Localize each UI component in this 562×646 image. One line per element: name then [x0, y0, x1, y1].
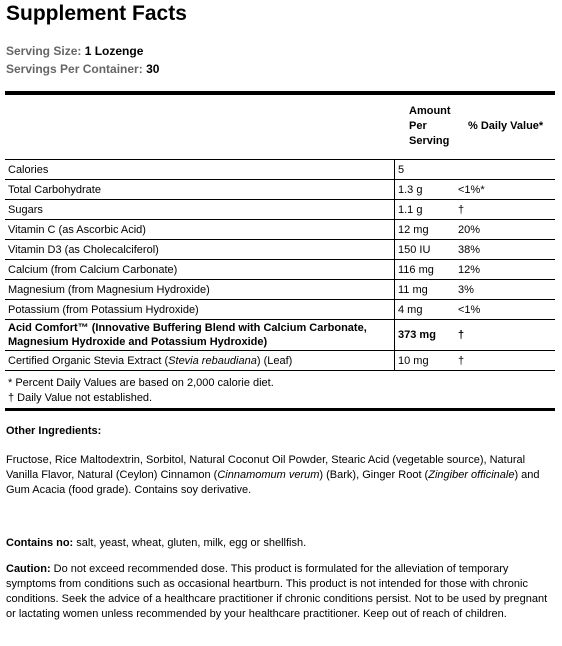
footnote-percent: * Percent Daily Values are based on 2,000 calorie diet.: [8, 377, 274, 389]
stevia-daily-value: †: [455, 351, 555, 371]
ingredients-part3: ) and Gum Acacia (food grade). Contains soy derivative.: [6, 469, 540, 496]
nutrient-daily-value: †: [455, 200, 555, 220]
table-row: [5, 200, 555, 220]
table-row: [5, 280, 555, 300]
bottom-rule: [5, 408, 555, 411]
caution-text: Do not exceed recommended dose. This product is formulated for the alleviation of temporary symptoms from conditions such as occasional heartburn. This product is not intended for those with chronic conditions. Seek the advice of a healthcare practitioner if chronic conditions persist. Not to be used by pregnant or lactating women unless recommended by your healthcare practitioner. Keep out of reach of children.: [6, 563, 548, 620]
other-ingredients-heading: [6, 424, 558, 439]
table-row: [5, 260, 555, 280]
nutrient-name: Calcium (from Calcium Carbonate): [5, 260, 395, 280]
nutrient-name: Vitamin D3 (as Cholecalciferol): [5, 240, 395, 260]
facts-table: [5, 159, 555, 371]
amount-header: [409, 104, 451, 149]
nutrient-amount: 5: [395, 160, 456, 180]
page-title: Supplement Facts: [6, 2, 187, 25]
nutrient-daily-value: 12%: [455, 260, 555, 280]
nutrient-daily-value: <1%: [455, 300, 555, 320]
daily-value-header: % Daily Value*: [468, 120, 544, 132]
serving-size-value: 1 Lozenge: [84, 44, 144, 58]
nutrient-daily-value: <1%*: [455, 180, 555, 200]
other-ingredients-text: [6, 453, 558, 498]
nutrient-name: Total Carbohydrate: [5, 180, 395, 200]
ingredients-italic1: Cinnamomum verum: [217, 469, 320, 481]
contains-text: salt, yeast, wheat, gluten, milk, egg or shellfish.: [73, 537, 307, 549]
ingredients-italic2: Zingiber officinale: [428, 469, 515, 481]
nutrient-name: Calories: [5, 160, 395, 180]
nutrient-amount: 12 mg: [395, 220, 456, 240]
caution: [6, 562, 558, 622]
table-row-blend: [5, 320, 555, 351]
servings-per-container: [6, 62, 159, 76]
stevia-amount: 10 mg: [395, 351, 456, 371]
table-row: [5, 180, 555, 200]
table-row-stevia: [5, 351, 555, 371]
caution-label: Caution:: [6, 563, 51, 575]
servings-value: 30: [146, 62, 160, 76]
nutrient-daily-value: 20%: [455, 220, 555, 240]
nutrient-name: Potassium (from Potassium Hydroxide): [5, 300, 395, 320]
stevia-name-part1: Certified Organic Stevia Extract (: [8, 354, 169, 367]
table-row: [5, 160, 555, 180]
nutrient-amount: 11 mg: [395, 280, 456, 300]
stevia-name-part3: ) (Leaf): [256, 354, 293, 367]
table-row: [5, 240, 555, 260]
nutrient-daily-value: [455, 160, 555, 180]
nutrient-amount: 150 IU: [395, 240, 456, 260]
contains-no: [6, 536, 558, 551]
blend-name: [5, 320, 395, 351]
nutrient-name: Magnesium (from Magnesium Hydroxide): [5, 280, 395, 300]
serving-size: [6, 44, 143, 58]
table-row: [5, 220, 555, 240]
nutrient-amount: 1.3 g: [395, 180, 456, 200]
nutrient-amount: 116 mg: [395, 260, 456, 280]
top-rule: [5, 91, 555, 95]
ingredients-part2: ) (Bark), Ginger Root (: [319, 469, 429, 481]
blend-amount: 373 mg: [395, 320, 456, 351]
stevia-name-part2: Stevia rebaudiana: [168, 354, 257, 367]
nutrient-amount: 4 mg: [395, 300, 456, 320]
nutrient-name: Sugars: [5, 200, 395, 220]
ingredients-part1: Fructose, Rice Maltodextrin, Sorbitol, Natural Coconut Oil Powder, Stearic Acid (vegetable source), Natural Vanilla Flavor, Natural (Ceylon) Cinnamon (: [6, 454, 526, 481]
footnote-dagger: † Daily Value not established.: [8, 392, 153, 404]
nutrient-name: Vitamin C (as Ascorbic Acid): [5, 220, 395, 240]
blend-daily-value: †: [455, 320, 555, 351]
other-ingredients-label: Other Ingredients:: [6, 425, 102, 437]
amount-header-line3: Serving: [409, 135, 450, 147]
nutrient-daily-value: 38%: [455, 240, 555, 260]
table-row: [5, 300, 555, 320]
nutrient-daily-value: 3%: [455, 280, 555, 300]
servings-label: Servings Per Container:: [6, 62, 143, 76]
blend-name-line2: Magnesium Hydroxide and Potassium Hydroxide): [8, 336, 268, 348]
stevia-name: [5, 351, 395, 371]
nutrient-amount: 1.1 g: [395, 200, 456, 220]
contains-label: Contains no:: [6, 537, 74, 549]
amount-header-line1: Amount: [409, 105, 451, 117]
amount-header-line2: Per: [409, 120, 427, 132]
serving-size-label: Serving Size:: [6, 44, 82, 58]
blend-name-line1: Acid Comfort™ (Innovative Buffering Blend with Calcium Carbonate,: [8, 322, 367, 334]
